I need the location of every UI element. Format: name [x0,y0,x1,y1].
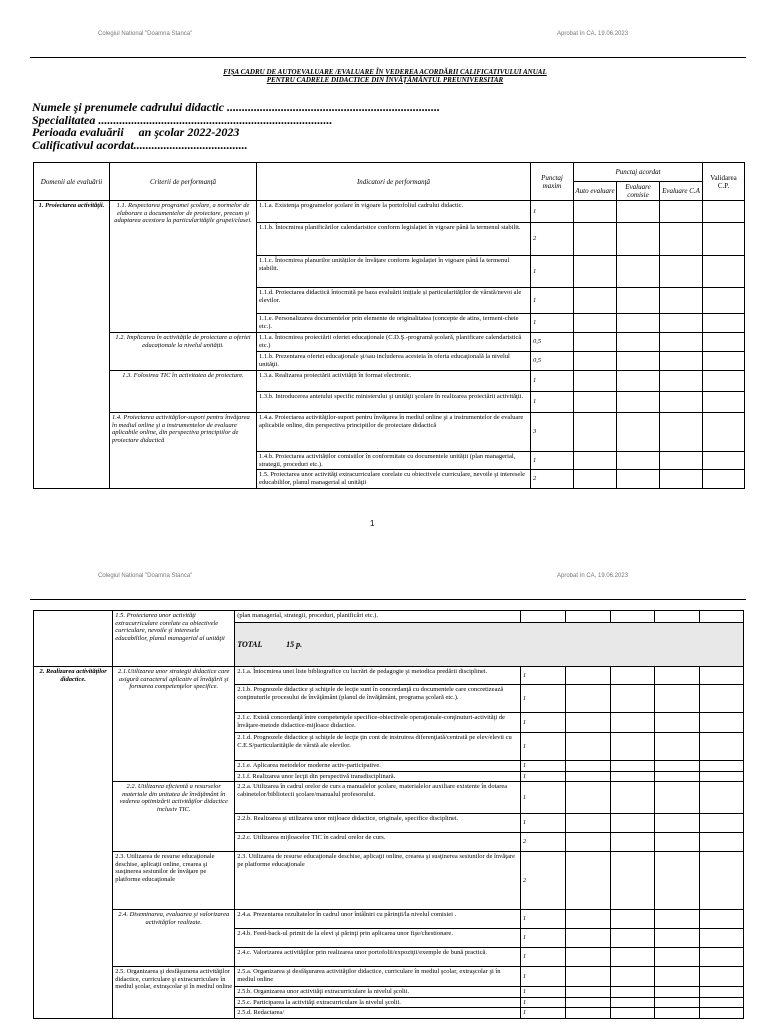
validation-cell[interactable] [703,371,745,392]
max-score: 1 [520,771,565,782]
max-score: 3 [531,413,574,452]
committee-eval-cell[interactable] [617,288,660,314]
title-line-2: PENTRU CADRELE DIDACTICE DIN ÎNVĂȚĂMÂNTUL PREUNIVERSITAR [266,76,504,84]
total-value: 15 p. [286,639,303,649]
indicator-1-5: 1.5. Proiectarea unor activităţi extracurriculare corelate cu obiectivele curriculare, nevoile şi interesele educabililor, planul managerial al unităţii [257,470,531,489]
indicator-1-3-a: 1.3.a. Realizarea proiectării activității în format electronic. [257,371,531,392]
evaluation-table-page1 [33,162,745,489]
indicator-2-2-b: 2.2.b. Realizarea şi utilizarea unor mijloace didactice, originale, specifice disciplinei. [235,814,521,833]
self-eval-cell[interactable] [565,987,610,998]
validation-cell[interactable] [703,352,745,371]
max-score: 2 [531,470,574,489]
validation-cell[interactable] [700,814,744,833]
indicator-2-1-d: 2.1.d. Prognozele didactice şi schiţele de lecţie ţin cont de instruirea diferenţiată/centrată pe elev/elevii cu C.E.S/particularităţile de vârstă ale elevilor. [235,733,521,761]
indicator-2-1-e: 2.1.e. Aplicarea metodelor moderne activ-participative. [235,761,521,772]
validation-cell[interactable] [700,667,744,685]
max-score: 1 [531,314,574,333]
header-rule-p2 [30,599,746,600]
validation-cell[interactable] [700,713,744,733]
validation-cell[interactable] [700,987,744,998]
self-eval-cell[interactable] [574,201,617,223]
domain-1: 1. Proiectarea activităţii. [34,201,110,489]
committee-eval-cell[interactable] [610,713,655,733]
indicator-1-1-d: 1.1.d. Proiectarea didactică întocmită pe baza evaluării inițiale și particularităților de vârstă/nevoi ale elevilor. [257,288,531,314]
validation-cell[interactable] [703,201,745,223]
max-score [520,611,565,623]
validation-cell[interactable] [703,470,745,489]
col-validation: Validarea C.P. [703,163,745,201]
field-period-label: Perioada evaluării [32,125,124,139]
title-line-1: FIȘA CADRU DE AUTOEVALUARE /EVALUARE ÎN VEDEREA ACORDĂRII CALIFICATIVULUI ANUAL [223,68,547,76]
committee-eval-cell[interactable] [617,256,660,288]
self-eval-cell[interactable] [574,256,617,288]
committee-eval-cell[interactable] [617,201,660,223]
indicator-1-4-a: 1.4.a. Proiectarea activităţilor-suport pentru învăţarea în mediul online şi a instrumentelor de evaluare aplicabile online, din perspectiva principiilor de proiectare didactică [257,413,531,452]
col-domains: Domenii ale evaluării [34,163,110,201]
ca-eval-cell[interactable] [655,967,700,987]
ca-eval-cell[interactable] [655,997,700,1008]
self-eval-cell[interactable] [565,948,610,967]
self-eval-cell[interactable] [574,352,617,371]
indicator-2-4-a: 2.4.a. Prezentarea rezultatelor în cadrul unor întâlniri cu părinţii/la nivelul comisiei . [235,910,521,929]
indicator-2-2-c: 2.2.c. Utilizarea mijloacelor TIC în cadrul orelor de curs. [235,833,521,852]
self-eval-cell[interactable] [574,392,617,413]
ca-eval-cell[interactable] [655,987,700,998]
col-self-eval: Auto evaluare [574,182,617,201]
max-score: 2 [531,223,574,256]
ca-eval-cell[interactable] [660,413,703,452]
criterion-2-3: 2.3. Utilizarea de resurse educaţionale deschise, aplicaţii online, crearea şi susţinerea sesiunilor de învăţare pe platforme educaţionale [113,852,235,910]
header-rule [30,57,746,58]
self-eval-cell[interactable] [565,929,610,948]
ca-eval-cell[interactable] [655,910,700,929]
committee-eval-cell[interactable] [610,929,655,948]
col-indicators: Indicatori de performanţă [257,163,531,201]
self-eval-cell[interactable] [574,288,617,314]
committee-eval-cell[interactable] [617,223,660,256]
criterion-1-1: 1.1. Respectarea programei şcolare, a normelor de elaborare a documentelor de proiectare, precum şi adaptarea acestora la particularităţile grupei/clasei. [110,201,257,333]
ca-eval-cell[interactable] [655,667,700,685]
page-number: 1 [370,519,375,528]
indicator-2-5-d: 2.5.d. Redactarea/ [235,1008,521,1019]
ca-eval-cell[interactable] [660,352,703,371]
ca-eval-cell[interactable] [660,470,703,489]
committee-eval-cell[interactable] [610,611,655,623]
criterion-1-4: 1.4. Proiectarea activităţilor-suport pentru învăţarea în mediul online şi a instrumentelor de evaluare aplicabile online, din perspectiva principiilor de proiectare didactică [110,413,257,489]
validation-cell[interactable] [703,223,745,256]
max-score: 0,5 [531,352,574,371]
criterion-2-2: 2.2. Utilizarea eficientă a resurselor materiale din unitatea de învăţământ în vederea optimizării activităţilor didactice inclusiv TIC. [113,782,235,852]
ca-eval-cell[interactable] [655,611,700,623]
committee-eval-cell[interactable] [610,733,655,761]
max-score: 1 [520,929,565,948]
ca-eval-cell[interactable] [655,733,700,761]
validation-cell[interactable] [703,333,745,352]
validation-cell[interactable] [700,833,744,852]
self-eval-cell[interactable] [565,771,610,782]
ca-eval-cell[interactable] [655,852,700,910]
committee-eval-cell[interactable] [610,997,655,1008]
header-school: Colegiul National "Doamna Stanca" [98,31,193,37]
self-eval-cell[interactable] [565,685,610,713]
self-eval-cell[interactable] [565,782,610,814]
committee-eval-cell[interactable] [617,413,660,452]
col-awarded: Punctaj acordat [574,163,703,182]
max-score: 1 [520,667,565,685]
self-eval-cell[interactable] [574,314,617,333]
max-score: 1 [520,997,565,1008]
committee-eval-cell[interactable] [610,771,655,782]
col-criteria: Criterii de performanță [110,163,257,201]
ca-eval-cell[interactable] [655,782,700,814]
criterion-1-3: 1.3. Folosirea TIC în activitatea de proiectare. [110,371,257,413]
max-score: 1 [520,685,565,713]
self-eval-cell[interactable] [565,611,610,623]
committee-eval-cell[interactable] [610,910,655,929]
indicator-2-1-f: 2.1.f. Realizarea unor lecţii din perspectivă transdisciplinară. [235,771,521,782]
validation-cell[interactable] [700,611,744,623]
committee-eval-cell[interactable] [610,1008,655,1019]
max-score: 1 [531,288,574,314]
max-score: 1 [520,967,565,987]
max-score: 1 [520,987,565,998]
max-score: 1 [531,392,574,413]
committee-eval-cell[interactable] [610,814,655,833]
ca-eval-cell[interactable] [660,333,703,352]
max-score: 2 [520,833,565,852]
self-eval-cell[interactable] [565,833,610,852]
validation-cell[interactable] [700,771,744,782]
field-name: Numele şi prenumele cadrului didactic ....................................................................... [32,100,440,114]
committee-eval-cell[interactable] [617,452,660,470]
validation-cell[interactable] [700,910,744,929]
ca-eval-cell[interactable] [655,713,700,733]
self-eval-cell[interactable] [574,413,617,452]
validation-cell[interactable] [700,782,744,814]
max-score: 1 [531,371,574,392]
indicator-1-1-a: 1.1.a. Existenţa programelor şcolare în vigoare la portofoliul cadrului didactic. [257,201,531,223]
indicator-2-5-c: 2.5.c. Participarea la activităţi extracurriculare la nivelul şcolii. [235,997,521,1008]
criterion-2-5: 2.5. Organizarea şi desfăşurarea activităţilor didactice, curriculare şi extracurriculare în mediul şcolar, extraşcolar şi în mediul online [113,967,235,1019]
header-approval-p2: Aprobat în CA, 19.06.2023 [557,573,629,579]
ca-eval-cell[interactable] [655,1008,700,1019]
field-period-value: an şcolar 2022-2023 [138,125,240,139]
domain-1-continued [34,611,113,667]
max-score: 1 [531,201,574,223]
ca-eval-cell[interactable] [655,685,700,713]
committee-eval-cell[interactable] [610,987,655,998]
indicator-2-1-a: 2.1.a. Întocmirea unei liste bibliografice cu lucrări de pedagogie şi metodica predării disciplinei. [235,667,521,685]
committee-eval-cell[interactable] [610,852,655,910]
indicator-2-2-a: 2.2.a. Utilizarea în cadrul orelor de curs a manualelor şcolare, materialelor auxiliare existente în dotarea cabinetelor/bibliotecii şcolare/manualul profesorului. [235,782,521,814]
indicator-2-5-b: 2.5.b. Organizarea unor activităţi extracurriculare la nivelul şcolii. [235,987,521,998]
max-score: 1 [520,782,565,814]
field-specialty: Specialitatea .............................................................................. [32,113,333,127]
validation-cell[interactable] [700,967,744,987]
self-eval-cell[interactable] [565,1008,610,1019]
indicator-1-1-b: 1.1.b. Întocmirea planificărilor calendaristice conform legislației în vigoare până la termenul stabilit. [257,223,531,256]
indicator-2-4-b: 2.4.b. Feed-back-ul primit de la elevi şi părinţi prin aplicarea unor fişe/chestionare. [235,929,521,948]
committee-eval-cell[interactable] [617,352,660,371]
ca-eval-cell[interactable] [660,223,703,256]
committee-eval-cell[interactable] [610,761,655,772]
ca-eval-cell[interactable] [660,314,703,333]
committee-eval-cell[interactable] [617,314,660,333]
self-eval-cell[interactable] [574,371,617,392]
self-eval-cell[interactable] [565,733,610,761]
indicator-2-1-b: 2.1.b. Prognozele didactice şi schiţele de lecţie sunt în concordanţă cu documentele care concretizează conţinuturile procesului de învăţământ (planul de învăţământ, programa şcolară etc.). [235,685,521,713]
max-score: 1 [520,733,565,761]
criterion-1-2: 1.2. Implicarea în activitățile de proiectare a ofertei educaționale la nivelul unității. [110,333,257,371]
validation-cell[interactable] [700,997,744,1008]
header-approval: Aprobat în CA, 19.06.2023 [557,31,629,37]
validation-cell[interactable] [700,761,744,772]
validation-cell[interactable] [703,256,745,288]
validation-cell[interactable] [703,452,745,470]
ca-eval-cell[interactable] [660,452,703,470]
self-eval-cell[interactable] [574,333,617,352]
indicator-1-4-b: 1.4.b. Proiectarea activităților comisiilor în conformitate cu documentele unității (plan managerial, strategii, proceduri etc.). [257,452,531,470]
validation-cell[interactable] [703,413,745,452]
max-score: 1 [520,713,565,733]
ca-eval-cell[interactable] [655,929,700,948]
indicator-1-1-e: 1.1.e. Personalizarea documentelor prin elemente de originalitatea (concepte de atins, termeni-cheie etc.). [257,314,531,333]
self-eval-cell[interactable] [574,223,617,256]
domain-2: 2. Realizarea activităţilor didactice. [34,667,113,1019]
validation-cell[interactable] [703,288,745,314]
validation-cell[interactable] [703,392,745,413]
ca-eval-cell[interactable] [655,948,700,967]
document-title [120,68,650,84]
committee-eval-cell[interactable] [610,948,655,967]
self-eval-cell[interactable] [574,470,617,489]
max-score: 1 [520,814,565,833]
committee-eval-cell[interactable] [617,392,660,413]
validation-cell[interactable] [700,733,744,761]
criterion-2-1: 2.1.Utilizarea unor strategii didactice care asigură caracterul aplicativ al învăţării şi formarea competenţelor specifice. [113,667,235,782]
ca-eval-cell[interactable] [660,288,703,314]
self-eval-cell[interactable] [565,967,610,987]
indicator-1-2-a: 1.1.a. Întocmirea proiectării ofertei educaţionale (C.D.Ş.-programă şcolară, planificare calendaristică etc.) [257,333,531,352]
ca-eval-cell[interactable] [660,201,703,223]
validation-cell[interactable] [700,685,744,713]
ca-eval-cell[interactable] [655,833,700,852]
indicator-2-1-c: 2.1.c. Există concordanţă între competenţele specifice-obiectivele operaţionale-conţinuturi-activităţi de învăţare-metode didactice-mijloace didactice. [235,713,521,733]
self-eval-cell[interactable] [565,997,610,1008]
max-score: 1 [520,948,565,967]
max-score: 1 [531,452,574,470]
self-eval-cell[interactable] [574,452,617,470]
ca-eval-cell[interactable] [655,771,700,782]
committee-eval-cell[interactable] [610,967,655,987]
col-committee-eval: Evaluare comisie [617,182,660,201]
committee-eval-cell[interactable] [610,782,655,814]
criterion-1-5: 1.5. Proiectarea unor activităţi extracurriculare corelate cu obiectivele curriculare, nevoile şi interesele educabililor, planul managerial al unităţii [113,611,235,667]
criterion-2-4: 2.4. Diseminarea, evaluarea şi valorizarea activităţilor realizate. [113,910,235,967]
ca-eval-cell[interactable] [660,256,703,288]
total-row [235,623,744,667]
indicator-2-4-c: 2.4.c. Valorizarea activităţilor prin realizarea unor portofolii/expoziţii/exemple de bună practică. [235,948,521,967]
max-score: 1 [520,1008,565,1019]
committee-eval-cell[interactable] [617,333,660,352]
indicator-2-5-a: 2.5.a. Organizarea şi desfăşurarea activităţilor didactice, curriculare în mediul şcolar, extraşcolar şi în mediul online [235,967,521,987]
validation-cell[interactable] [700,929,744,948]
ca-eval-cell[interactable] [655,814,700,833]
indicator-1-2-b: 1.1.b. Prezentarea ofertei educaţionale şi/sau includerea acesteia în oferta educaţională la nivelul unităţii. [257,352,531,371]
col-max-score: Punctaj maxim [531,163,574,201]
ca-eval-cell[interactable] [660,392,703,413]
committee-eval-cell[interactable] [617,470,660,489]
ca-eval-cell[interactable] [660,371,703,392]
validation-cell[interactable] [700,948,744,967]
total-label: TOTAL [237,639,263,649]
max-score: 1 [531,256,574,288]
self-eval-cell[interactable] [565,713,610,733]
evaluation-table-page2 [33,610,744,1019]
max-score: 0,5 [531,333,574,352]
max-score: 1 [520,910,565,929]
self-eval-cell[interactable] [565,814,610,833]
indicator-continued: (plan managerial, strategii, proceduri, planificări etc.). [235,611,521,623]
indicator-2-3: 2.3. Utilizarea de resurse educaţionale deschise, aplicaţii online, crearea şi susţinerea sesiunilor de învăţare pe platforme educaţionale [235,852,521,910]
indicator-1-3-b: 1.3.b. Introducerea antetului specific ministerului şi unităţii şcolare în realizarea proiectării activităţii. [257,392,531,413]
max-score: 2 [520,852,565,910]
self-eval-cell[interactable] [565,761,610,772]
col-ca-eval: Evaluare C.A [660,182,703,201]
committee-eval-cell[interactable] [610,685,655,713]
field-rating: Calificativul acordat...................................... [32,138,248,152]
committee-eval-cell[interactable] [610,667,655,685]
self-eval-cell[interactable] [565,852,610,910]
ca-eval-cell[interactable] [655,761,700,772]
committee-eval-cell[interactable] [610,833,655,852]
validation-cell[interactable] [700,1008,744,1019]
self-eval-cell[interactable] [565,667,610,685]
validation-cell[interactable] [703,314,745,333]
validation-cell[interactable] [700,852,744,910]
self-eval-cell[interactable] [565,910,610,929]
indicator-1-1-c: 1.1.c. Întocmirea planurilor unităților de învățare conform legislației în vigoare până la termenul stabilit. [257,256,531,288]
header-school-p2: Colegiul National "Doamna Stanca" [98,573,193,579]
committee-eval-cell[interactable] [617,371,660,392]
max-score: 1 [520,761,565,772]
